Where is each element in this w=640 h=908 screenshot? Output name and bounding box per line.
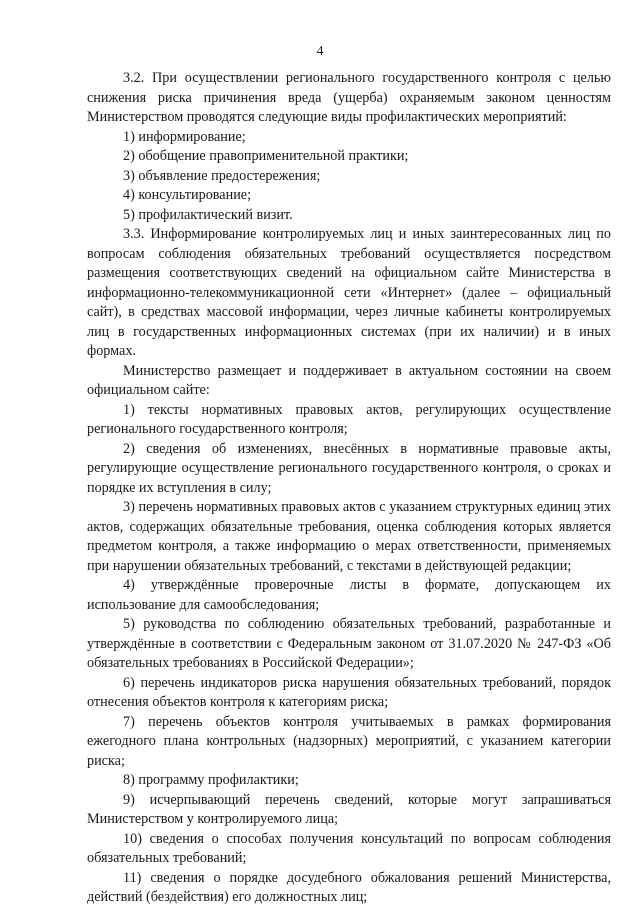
list-item: 2) обобщение правоприменительной практики; xyxy=(123,148,409,164)
list-item: 9) исчерпывающий перечень сведений, которые могут запрашиваться Министерством у контролируемого лица; xyxy=(87,791,611,827)
list-item: 2) сведения об изменениях, внесённых в нормативные правовые акты, регулирующие осуществление регионального государственного контроля, о сроках и порядке их вступления в силу; xyxy=(87,440,611,496)
list-item: 11) сведения о порядке досудебного обжалования решений Министерства, действий (бездействия) его должностных лиц; xyxy=(87,869,611,905)
list-item: 6) перечень индикаторов риска нарушения обязательных требований, порядок отнесения объектов контроля к категориям риска; xyxy=(87,674,611,710)
list-item: 3) объявление предостережения; xyxy=(123,167,321,184)
document-body xyxy=(87,69,611,908)
paragraph-ministry: Министерство размещает и поддерживает в актуальном состоянии на своем официальном сайте: xyxy=(87,362,611,398)
list-item: 4) утверждённые проверочные листы в формате, допускающем их использование для самообследования; xyxy=(87,577,611,613)
list-item: 5) профилактический визит. xyxy=(123,206,293,223)
list-item: 4) консультирование; xyxy=(123,187,252,203)
list-item: 7) перечень объектов контроля учитываемых в рамках формирования ежегодного плана контрольных (надзорных) мероприятий, с указанием категории риска; xyxy=(87,713,611,769)
list-item: 1) тексты нормативных правовых актов, регулирующих осуществление регионального государственного контроля; xyxy=(87,401,611,437)
list-item: 3) перечень нормативных правовых актов с указанием структурных единиц этих актов, содержащих обязательные требования, оценка соблюдения которых является предметом контроля, а также информацию о мерах ответственности, применяемых при нарушении обязательных требований, с текстами в действующей редакции; xyxy=(87,499,611,574)
paragraph-3-2: 3.2. При осуществлении регионального государственного контроля с целью снижения риска причинения вреда (ущерба) охраняемым законом ценностям Министерством проводятся следующие виды профилактических мероприятий: xyxy=(87,70,611,125)
list-item: 5) руководства по соблюдению обязательных требований, разработанные и утверждённые в соответствии с Федеральным законом от 31.07.2020 № 247-ФЗ «Об обязательных требованиях в Российской Федерации»; xyxy=(87,616,611,671)
paragraph-3-3: 3.3. Информирование контролируемых лиц и иных заинтересованных лиц по вопросам соблюдения обязательных требований осуществляется посредством размещения соответствующих сведений на официальном сайте Министерства в информационно-телекоммуникационной сети «Интернет» (далее – официальный сайт), в средствах массовой информации, через личные кабинеты контролируемых лиц в государственных информационных системах (при их наличии) и в иных формах. xyxy=(87,226,611,359)
list-item: 1) информирование; xyxy=(123,128,246,145)
list-item: 8) программу профилактики; xyxy=(123,772,299,788)
list-item: 10) сведения о способах получения консультаций по вопросам соблюдения обязательных требований; xyxy=(87,830,611,866)
page-number: 4 xyxy=(316,44,324,59)
